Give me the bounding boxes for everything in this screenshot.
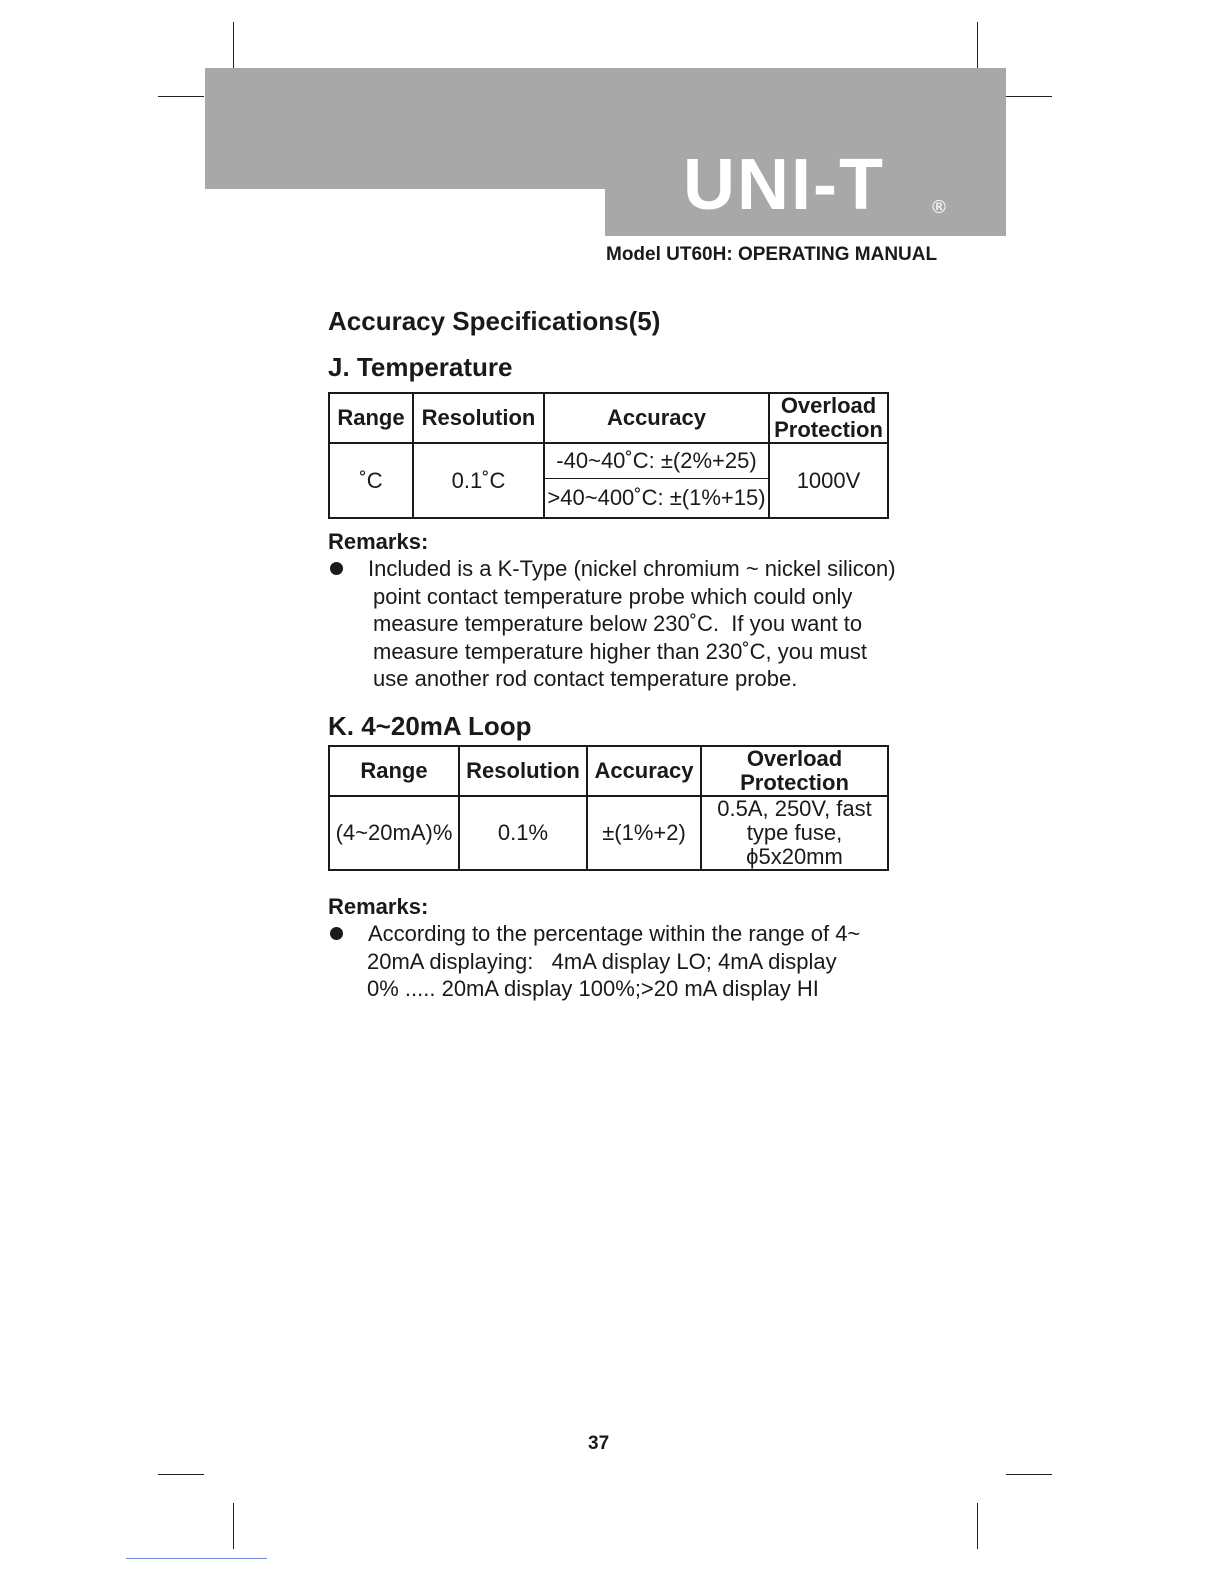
accuracy-line1: -40~40˚C: ±(2%+25) xyxy=(556,448,757,473)
remark-line: 0% ..... 20mA display 100%;>20 mA display HI xyxy=(367,976,819,1001)
bullet-icon xyxy=(330,927,343,940)
header-accuracy: Accuracy xyxy=(544,393,769,443)
remarks-label: Remarks: xyxy=(328,894,429,919)
section-heading-loop: K. 4~20mA Loop xyxy=(328,711,532,741)
model-line: Model UT60H: OPERATING MANUAL xyxy=(606,244,938,265)
header-overload xyxy=(769,393,888,443)
crop-mark xyxy=(233,1503,234,1549)
brand-logo: UNI-T xyxy=(683,145,885,225)
header-range: Range xyxy=(329,393,413,443)
remark-bullet-temperature xyxy=(330,555,930,695)
cell-range: ˚C xyxy=(329,443,413,518)
header-overload-line2: Protection xyxy=(740,770,849,795)
header-overload-line1: Overload xyxy=(780,393,877,418)
remark-line: measure temperature below 230˚C. If you want to xyxy=(373,611,863,636)
header-resolution: Resolution xyxy=(459,746,587,796)
overload-line2: type fuse, xyxy=(746,820,843,845)
remark-line: measure temperature higher than 230˚C, you must xyxy=(373,638,868,664)
remark-line: use another rod contact temperature probe. xyxy=(373,666,798,691)
header-band xyxy=(205,68,1006,189)
remark-bullet-loop xyxy=(330,920,930,1005)
overload-line3: ϕ5x20mm xyxy=(746,844,843,869)
cell-accuracy: ±(1%+2) xyxy=(587,796,701,870)
crop-mark xyxy=(977,22,978,68)
overload-line1: 0.5A, 250V, fast xyxy=(717,796,872,821)
registered-mark: ® xyxy=(930,197,948,218)
cell-overload xyxy=(701,796,888,870)
remarks-label: Remarks: xyxy=(328,529,429,554)
page-number: 37 xyxy=(588,1433,610,1454)
crop-mark xyxy=(233,22,234,68)
remark-line: point contact temperature probe which could only xyxy=(373,583,853,609)
accuracy-line2: >40~400˚C: ±(1%+15) xyxy=(545,478,768,517)
link-underline xyxy=(126,1558,267,1559)
header-accuracy: Accuracy xyxy=(587,746,701,796)
remark-line: 20mA displaying: 4mA display LO; 4mA display xyxy=(367,948,837,974)
header-range: Range xyxy=(329,746,459,796)
remark-line: According to the percentage within the range of 4~ xyxy=(368,921,861,946)
crop-mark xyxy=(1006,1474,1052,1475)
crop-mark xyxy=(1006,96,1052,97)
cell-resolution: 0.1% xyxy=(459,796,587,870)
bullet-icon xyxy=(330,562,343,575)
crop-mark xyxy=(158,1474,204,1475)
remark-line: Included is a K-Type (nickel chromium ~ nickel silicon) xyxy=(368,556,896,581)
header-overload-line1: Overload xyxy=(746,746,843,771)
header-overload xyxy=(701,746,888,796)
cell-overload: 1000V xyxy=(769,443,888,518)
temperature-spec-table xyxy=(328,392,889,519)
cell-range: (4~20mA)% xyxy=(329,796,459,870)
page-title: Accuracy Specifications(5) xyxy=(328,306,661,336)
loop-spec-table xyxy=(328,745,889,871)
crop-mark xyxy=(977,1503,978,1549)
crop-mark xyxy=(158,96,204,97)
header-resolution: Resolution xyxy=(413,393,544,443)
cell-accuracy xyxy=(544,443,769,518)
cell-resolution: 0.1˚C xyxy=(413,443,544,518)
section-heading-temperature: J. Temperature xyxy=(328,352,513,382)
header-overload-line2: Protection xyxy=(774,417,883,442)
